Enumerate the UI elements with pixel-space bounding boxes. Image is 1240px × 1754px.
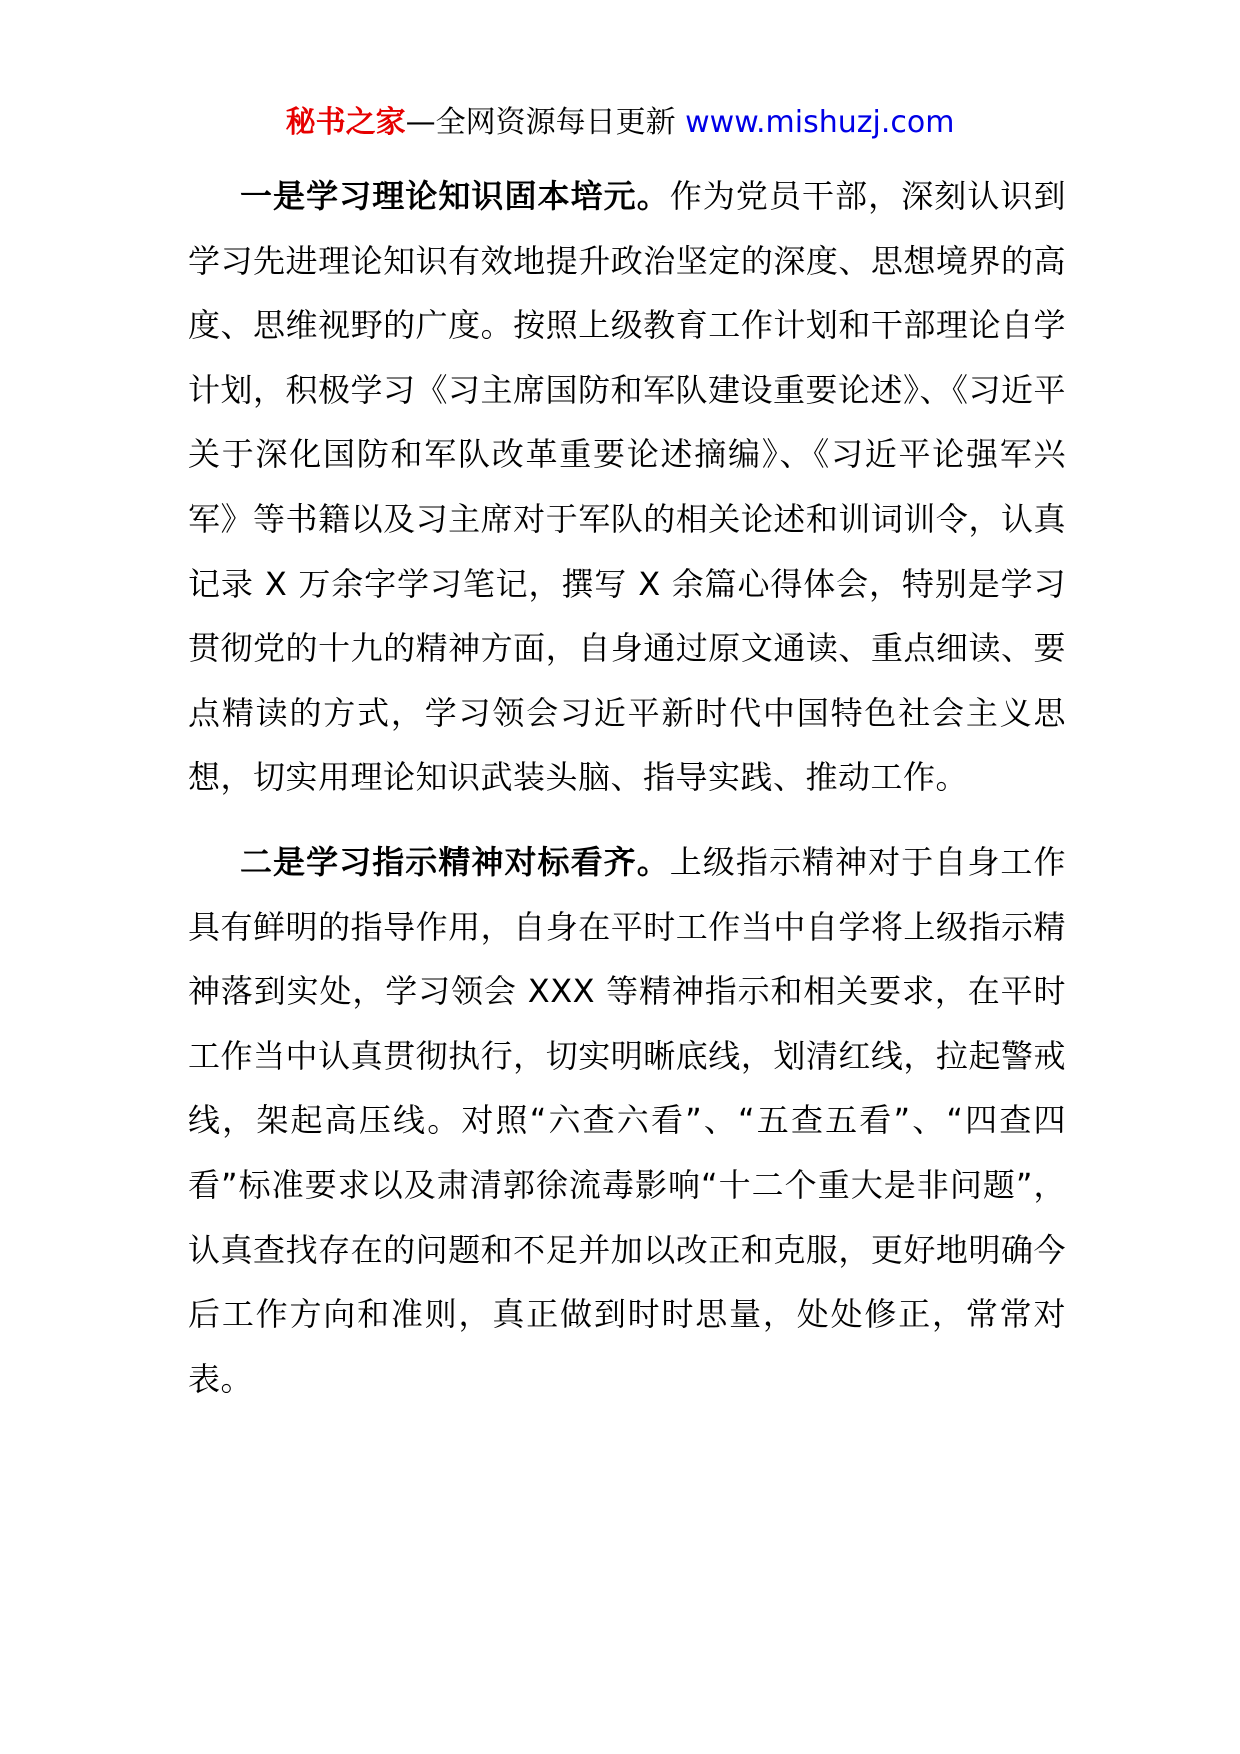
paragraph-1-text: 作为党员干部，深刻认识到学习先进理论知识有效地提升政治坚定的深度、思想境界的高度、思维视野的广度。按照上级教育工作计划和干部理论自学计划，积极学习《习主席国防和军队建设重要论述》、《习近平关于深化国防和军队改革重要论述摘编》、《习近平论强军兴军》等书籍以及习主席对于军队的相关论述和训词训令，认真记录 X 万余字学习笔记，撰写 X 余篇心得体会，特别是学习贯彻党的十九的精神方面，自身通过原文通读、重点细读、要点精读的方式，学习领会习近平新时代中国特色社会主义思想，切实用理论知识武装头脑、指导实践、推动工作。 — [188, 177, 1067, 797]
header-brand: 秘书之家 — [285, 105, 406, 140]
paragraph-1 — [188, 164, 1066, 810]
document-body — [188, 164, 1066, 1411]
paragraph-2-text: 上级指示精神对于自身工作具有鲜明的指导作用，自身在平时工作当中自学将上级指示精神落到实处，学习领会 XXX 等精神指示和相关要求，在平时工作当中认真贯彻执行，切实明晰底线，划清红线，拉起警戒线，架起高压线。对照“六查六看”、“五查五看”、“四查四看”标准要求以及肃清郭徐流毒影响“十二个重大是非问题”，认真查找存在的问题和不足并加以改正和克服，更好地明确今后工作方向和准则，真正做到时时思量，处处修正，常常对表。 — [188, 842, 1066, 1398]
page-header — [0, 100, 1240, 146]
header-slogan: —全网资源每日更新 — [405, 105, 676, 140]
paragraph-2 — [188, 830, 1066, 1411]
paragraph-2-heading: 二是学习指示精神对标看齐。 — [240, 842, 670, 881]
paragraph-1-heading: 一是学习理论知识固本培元。 — [240, 177, 670, 215]
header-site-link[interactable]: www.mishuzj.com — [685, 105, 955, 140]
